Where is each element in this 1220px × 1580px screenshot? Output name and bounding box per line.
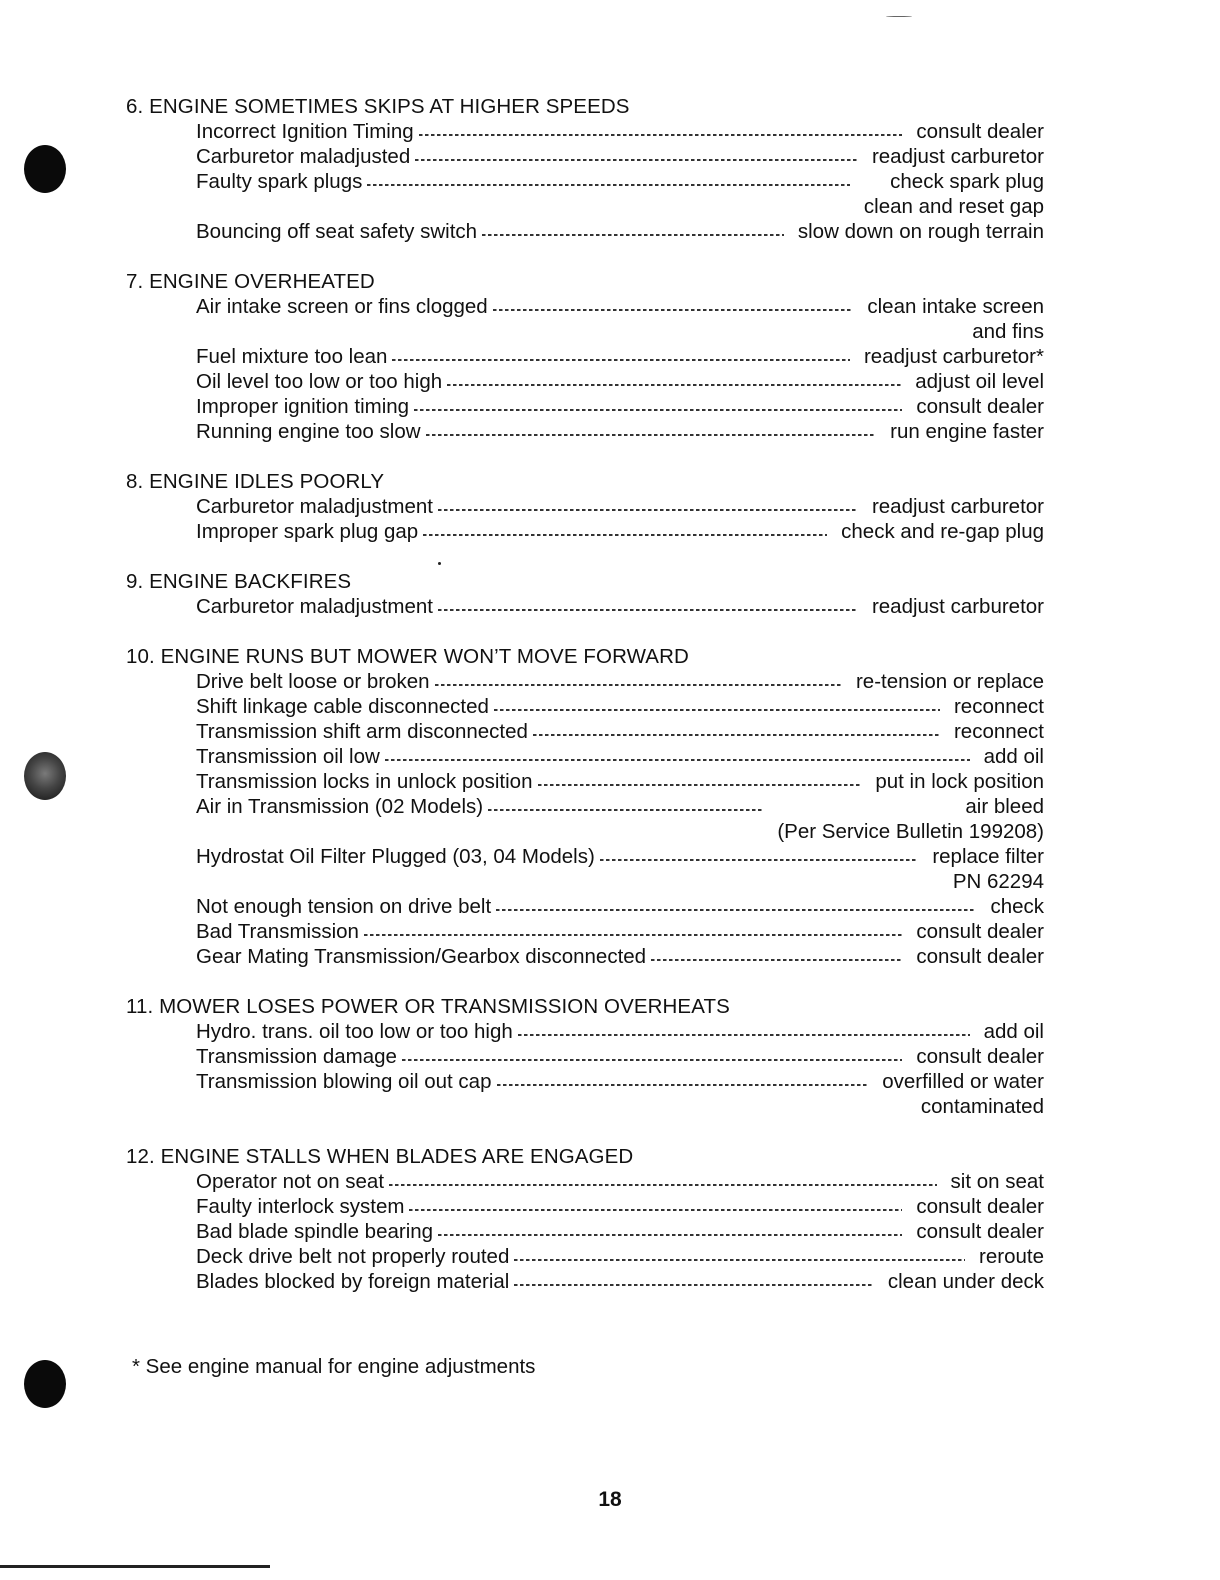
dashed-leader xyxy=(482,234,784,236)
cause-remedy-row xyxy=(126,344,1044,369)
remedy-text: adjust oil level xyxy=(915,370,1044,393)
cause-remedy-row xyxy=(126,519,1044,544)
cause-text: Bad Transmission xyxy=(196,920,359,943)
cause-text: Air in Transmission (02 Models) xyxy=(196,795,484,818)
binder-hole xyxy=(24,752,66,800)
dashed-leader xyxy=(435,684,842,686)
trouble-section xyxy=(126,269,1044,444)
cause-remedy-row xyxy=(126,369,1044,394)
cause-text: Improper ignition timing xyxy=(196,395,410,418)
cause-text: Incorrect Ignition Timing xyxy=(196,120,414,143)
cause-text: Carburetor maladjustment xyxy=(196,595,433,618)
cause-text: Drive belt loose or broken xyxy=(196,670,430,693)
cause-text: Operator not on seat xyxy=(196,1170,385,1193)
cause-text: Bad blade spindle bearing xyxy=(196,1220,434,1243)
cause-remedy-row xyxy=(126,1269,1044,1294)
remedy-text: clean intake screen and fins xyxy=(867,295,1044,343)
cause-text: Carburetor maladjusted xyxy=(196,145,411,168)
cause-text: Transmission shift arm disconnected xyxy=(196,720,528,743)
cause-text: Hydro. trans. oil too low or too high xyxy=(196,1020,513,1043)
trouble-section xyxy=(126,569,1044,619)
remedy-text: check and re-gap plug xyxy=(841,520,1044,543)
remedy-text: run engine faster xyxy=(890,420,1044,443)
cause-remedy-row xyxy=(126,1219,1044,1244)
cause-remedy-row xyxy=(126,669,1044,694)
cause-remedy-row xyxy=(126,119,1044,144)
cause-text: Bouncing off seat safety switch xyxy=(196,220,478,243)
speck xyxy=(886,16,912,17)
cause-remedy-row xyxy=(126,294,1044,344)
dashed-leader xyxy=(426,434,877,436)
remedy-text: readjust carburetor xyxy=(871,595,1044,618)
cause-text: Faulty spark plugs xyxy=(196,170,363,193)
cause-remedy-row xyxy=(126,894,1044,919)
remedy-text: check xyxy=(990,895,1044,918)
dashed-leader xyxy=(493,309,854,311)
cause-text: Carburetor maladjustment xyxy=(196,495,433,518)
remedy-text: reroute xyxy=(979,1245,1044,1268)
section-heading: 8. ENGINE IDLES POORLY xyxy=(126,470,385,493)
cause-remedy-row xyxy=(126,144,1044,169)
dashed-leader xyxy=(438,1234,902,1236)
dashed-leader xyxy=(367,184,850,186)
cause-remedy-row xyxy=(126,694,1044,719)
remedy-text: consult dealer xyxy=(916,945,1044,968)
cause-remedy-row xyxy=(126,844,1044,894)
cause-text: Improper spark plug gap xyxy=(196,520,419,543)
dashed-leader xyxy=(600,859,919,861)
remedy-text: readjust carburetor* xyxy=(863,345,1044,368)
dashed-leader xyxy=(414,409,902,411)
trouble-section xyxy=(126,1144,1044,1294)
dashed-leader xyxy=(497,1084,869,1086)
cause-remedy-row xyxy=(126,1019,1044,1044)
dashed-leader xyxy=(651,959,902,961)
footnote: * See engine manual for engine adjustments xyxy=(132,1355,536,1378)
scan-edge-line xyxy=(0,1565,270,1568)
remedy-text: put in lock position xyxy=(875,770,1044,793)
cause-text: Not enough tension on drive belt xyxy=(196,895,492,918)
dashed-leader xyxy=(494,709,940,711)
dashed-leader xyxy=(364,934,902,936)
remedy-text: add oil xyxy=(983,745,1044,768)
remedy-text: consult dealer xyxy=(916,1220,1044,1243)
remedy-text: check spark plug clean and reset gap xyxy=(863,170,1044,218)
remedy-text: reconnect xyxy=(953,695,1044,718)
binder-hole xyxy=(24,145,66,193)
cause-remedy-row xyxy=(126,719,1044,744)
trouble-section xyxy=(126,994,1044,1119)
remedy-text: air bleed (Per Service Bulletin 199208) xyxy=(777,795,1044,843)
section-heading: 10. ENGINE RUNS BUT MOWER WON’T MOVE FORWARD xyxy=(126,645,689,668)
remedy-text: overfilled or water contaminated xyxy=(882,1070,1044,1118)
cause-text: Gear Mating Transmission/Gearbox disconnected xyxy=(196,945,647,968)
dashed-leader xyxy=(538,784,862,786)
dashed-leader xyxy=(438,509,858,511)
cause-remedy-row xyxy=(126,1244,1044,1269)
cause-text: Transmission locks in unlock position xyxy=(196,770,533,793)
dashed-leader xyxy=(533,734,940,736)
cause-remedy-row xyxy=(126,944,1044,969)
cause-text: Transmission blowing oil out cap xyxy=(196,1070,492,1093)
remedy-text: consult dealer xyxy=(916,1045,1044,1068)
remedy-text: clean under deck xyxy=(887,1270,1044,1293)
cause-remedy-row xyxy=(126,794,1044,844)
cause-remedy-row xyxy=(126,419,1044,444)
remedy-text: readjust carburetor xyxy=(871,495,1044,518)
cause-text: Fuel mixture too lean xyxy=(196,345,388,368)
section-heading: 6. ENGINE SOMETIMES SKIPS AT HIGHER SPEEDS xyxy=(126,95,630,118)
dashed-leader xyxy=(514,1259,965,1261)
cause-text: Transmission oil low xyxy=(196,745,380,768)
trouble-section xyxy=(126,469,1044,544)
cause-remedy-row xyxy=(126,169,1044,219)
cause-remedy-row xyxy=(126,1169,1044,1194)
troubleshooting-list xyxy=(126,94,1044,1319)
cause-text: Blades blocked by foreign material xyxy=(196,1270,510,1293)
cause-text: Transmission damage xyxy=(196,1045,397,1068)
cause-remedy-row xyxy=(126,594,1044,619)
cause-remedy-row xyxy=(126,744,1044,769)
section-heading: 7. ENGINE OVERHEATED xyxy=(126,270,375,293)
dashed-leader xyxy=(423,534,827,536)
remedy-text: add oil xyxy=(983,1020,1044,1043)
dashed-leader xyxy=(438,609,858,611)
binder-hole xyxy=(24,1360,66,1408)
section-heading: 12. ENGINE STALLS WHEN BLADES ARE ENGAGED xyxy=(126,1145,634,1168)
cause-remedy-row xyxy=(126,1194,1044,1219)
cause-text: Oil level too low or too high xyxy=(196,370,443,393)
cause-remedy-row xyxy=(126,1044,1044,1069)
dashed-leader xyxy=(402,1059,902,1061)
dashed-leader xyxy=(496,909,976,911)
page-number: 18 xyxy=(598,1488,622,1511)
section-heading: 11. MOWER LOSES POWER OR TRANSMISSION OVERHEATS xyxy=(126,995,730,1018)
dashed-leader xyxy=(488,809,763,811)
cause-text: Deck drive belt not properly routed xyxy=(196,1245,510,1268)
dashed-leader xyxy=(447,384,901,386)
trouble-section xyxy=(126,94,1044,244)
trouble-section xyxy=(126,644,1044,969)
dashed-leader xyxy=(518,1034,970,1036)
cause-remedy-row xyxy=(126,394,1044,419)
remedy-text: consult dealer xyxy=(916,395,1044,418)
cause-remedy-row xyxy=(126,494,1044,519)
remedy-text: readjust carburetor xyxy=(871,145,1044,168)
cause-text: Hydrostat Oil Filter Plugged (03, 04 Models) xyxy=(196,845,595,868)
remedy-text: reconnect xyxy=(953,720,1044,743)
remedy-text: slow down on rough terrain xyxy=(797,220,1044,243)
section-heading: 9. ENGINE BACKFIRES xyxy=(126,570,352,593)
remedy-text: consult dealer xyxy=(916,120,1044,143)
remedy-text: consult dealer xyxy=(916,1195,1044,1218)
remedy-text: replace filter PN 62294 xyxy=(932,845,1044,893)
cause-text: Air intake screen or fins clogged xyxy=(196,295,488,318)
dashed-leader xyxy=(415,159,858,161)
cause-text: Shift linkage cable disconnected xyxy=(196,695,489,718)
cause-remedy-row xyxy=(126,1069,1044,1119)
cause-remedy-row xyxy=(126,919,1044,944)
dashed-leader xyxy=(385,759,970,761)
cause-remedy-row xyxy=(126,219,1044,244)
dashed-leader xyxy=(419,134,903,136)
dashed-leader xyxy=(514,1284,873,1286)
dashed-leader xyxy=(409,1209,902,1211)
remedy-text: re-tension or replace xyxy=(855,670,1044,693)
dashed-leader xyxy=(389,1184,937,1186)
cause-remedy-row xyxy=(126,769,1044,794)
cause-text: Faulty interlock system xyxy=(196,1195,405,1218)
cause-text: Running engine too slow xyxy=(196,420,421,443)
dashed-leader xyxy=(392,359,850,361)
remedy-text: sit on seat xyxy=(950,1170,1044,1193)
remedy-text: consult dealer xyxy=(916,920,1044,943)
